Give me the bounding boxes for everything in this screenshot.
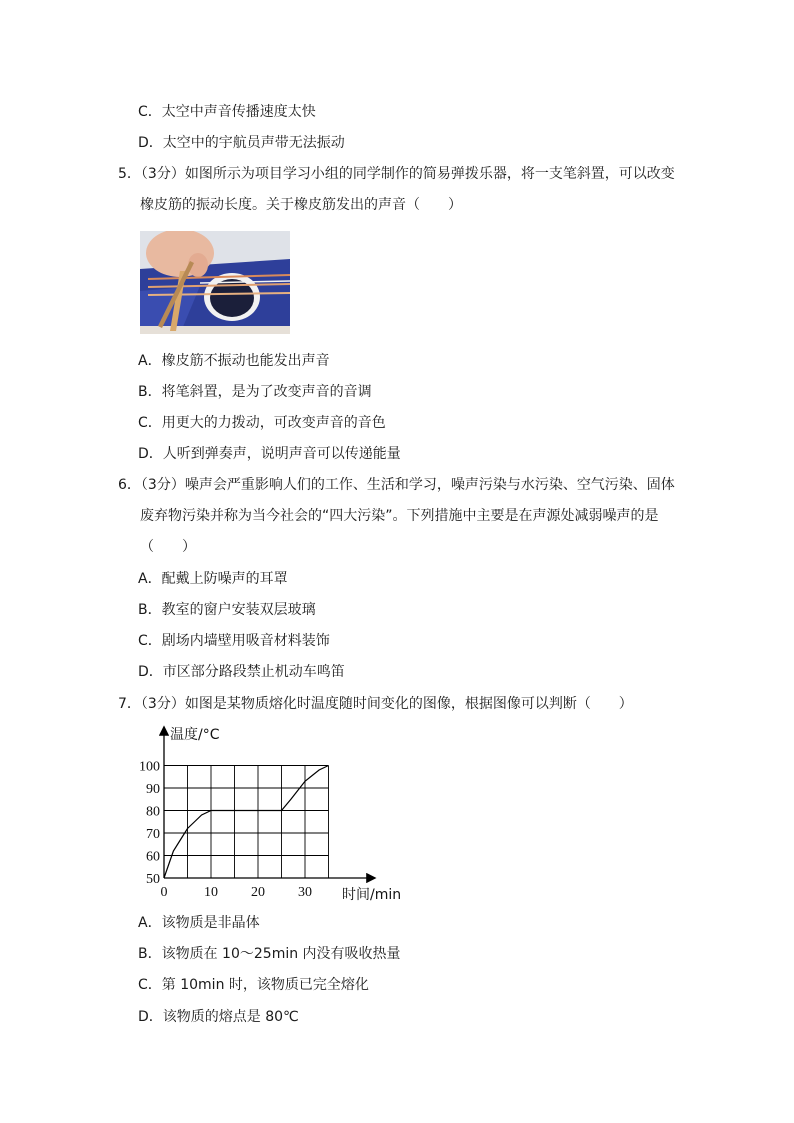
q7-option-c: C．第 10min 时，该物质已完全熔化 [138, 977, 369, 993]
melting-curve-chart [130, 722, 420, 911]
q6-stem-line1: 6．（3分）噪声会严重影响人们的工作、生活和学习，噪声污染与水污染、空气污染、固体 [118, 477, 675, 493]
x-tick-label: 20 [251, 885, 265, 900]
q6-stem-line2: 废弃物污染并称为当今社会的“四大污染”。下列措施中主要是在声源处减弱噪声的是 [140, 508, 659, 524]
q4-option-d: D．太空中的宇航员声带无法振动 [138, 135, 345, 151]
x-tick-label: 30 [298, 885, 312, 900]
y-tick-label: 70 [146, 827, 160, 842]
x-tick-label: 0 [160, 885, 168, 900]
y-tick-label: 60 [146, 849, 160, 865]
q6-option-b: B．教室的窗户安装双层玻璃 [138, 602, 316, 618]
y-tick-label: 100 [139, 759, 160, 775]
rubber-band-instrument-photo [140, 231, 290, 334]
q5-option-b: B．将笔斜置，是为了改变声音的音调 [138, 384, 372, 400]
y-tick-label: 90 [146, 782, 160, 797]
q5-stem-line2: 橡皮筋的振动长度。关于橡皮筋发出的声音（ ） [140, 197, 462, 213]
q7-option-a: A．该物质是非晶体 [138, 915, 260, 931]
q5-stem-line1: 5．（3分）如图所示为项目学习小组的同学制作的简易弹拨乐器，将一支笔斜置，可以改变 [118, 166, 675, 182]
chart-series-line [164, 766, 329, 879]
q5-option-c: C．用更大的力拨动，可改变声音的音色 [138, 415, 386, 431]
q7-option-b: B．该物质在 10～25min 内没有吸收热量 [138, 946, 401, 962]
x-tick-label: 10 [204, 885, 218, 900]
q6-stem-line3: （ ） [140, 539, 196, 555]
y-axis-label: 温度/°C [170, 727, 220, 743]
q5-option-a: A．橡皮筋不振动也能发出声音 [138, 353, 330, 369]
x-axis-label: 时间/min [342, 887, 402, 903]
q5-option-d: D．人听到弹奏声，说明声音可以传递能量 [138, 446, 401, 462]
q6-option-a: A．配戴上防噪声的耳罩 [138, 571, 288, 587]
q6-option-d: D．市区部分路段禁止机动车鸣笛 [138, 664, 345, 680]
q7-stem-line1: 7．（3分）如图是某物质熔化时温度随时间变化的图像，根据图像可以判断（ ） [118, 696, 633, 712]
q4-option-c: C．太空中声音传播速度太快 [138, 104, 316, 120]
y-tick-label: 50 [146, 872, 160, 887]
y-tick-label: 80 [146, 804, 160, 820]
q7-option-d: D．该物质的熔点是 80℃ [138, 1009, 299, 1025]
q6-option-c: C．剧场内墙壁用吸音材料装饰 [138, 633, 330, 649]
